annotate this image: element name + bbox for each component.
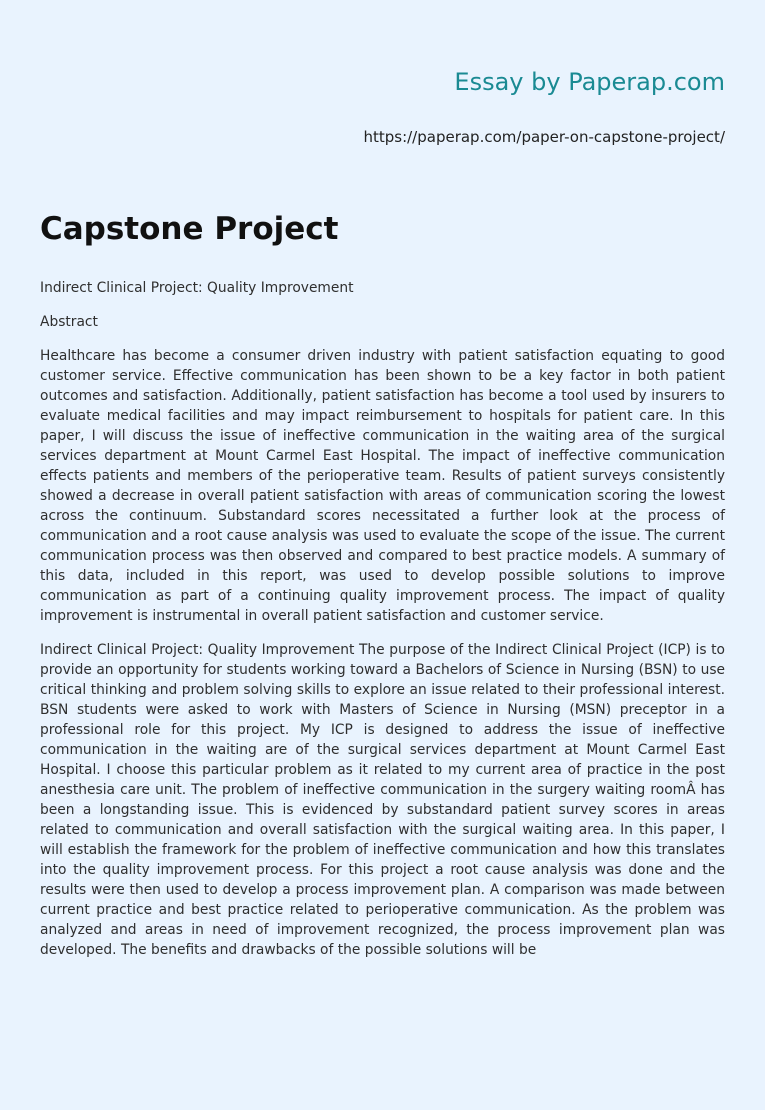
essay-paragraph: Indirect Clinical Project: Quality Improvement The purpose of the Indirect Clinical Project (ICP) is to provide an opportunity for students working toward a Bachelors of Science in Nursing (BSN) to use critical thinking and problem solving skills to explore an issue related to their professional interest. BSN students were asked to work with Masters of Science in Nursing (MSN) preceptor in a professional role for this project. My ICP is designed to address the issue of ineffective communication in the waiting are of the surgical services department at Mount Carmel East Hospital. I choose this particular problem as it related to my current area of practice in the post anesthesia care unit. The problem of ineffective communication in the surgery waiting roomÂ has been a longstanding issue. This is evidenced by substandard patient survey scores in areas related to communication and overall satisfaction with the surgical waiting area. In this paper, I will establish the framework for the problem of ineffective communication and how this translates into the quality improvement process. For this project a root cause analysis was done and the results were then used to develop a process improvement plan. A comparison was made between current practice and best practice related to perioperative communication. As the problem was analyzed and areas in need of improvement recognized, the process improvement plan was developed. The benefits and drawbacks of the possible solutions will be [40,642,725,958]
site-brand-link[interactable]: Essay by Paperap.com [454,68,725,96]
source-url-link[interactable]: https://paperap.com/paper-on-capstone-project/ [363,128,725,146]
essay-subtitle: Indirect Clinical Project: Quality Improvement [40,280,354,296]
essay-body [40,278,725,974]
abstract-label: Abstract [40,314,98,330]
page-title: Capstone Project [40,211,339,247]
essay-paragraph: Healthcare has become a consumer driven industry with patient satisfaction equating to good customer service. Effective communication has been shown to be a key factor in both patient outcomes and satisfaction. Additionally, patient satisfaction has become a tool used by insurers to evaluate medical facilities and may impact reimbursement to hospitals for patient care. In this paper, I will discuss the issue of ineffective communication in the waiting area of the surgical services department at Mount Carmel East Hospital. The impact of ineffective communication effects patients and members of the perioperative team. Results of patient surveys consistently showed a decrease in overall patient satisfaction with areas of communication scoring the lowest across the continuum. Substandard scores necessitated a further look at the process of communication and a root cause analysis was used to evaluate the scope of the issue. The current communication process was then observed and compared to best practice models. A summary of this data, included in this report, was used to develop possible solutions to improve communication as part of a continuing quality improvement process. The impact of quality improvement is instrumental in overall patient satisfaction and customer service. [40,348,725,624]
